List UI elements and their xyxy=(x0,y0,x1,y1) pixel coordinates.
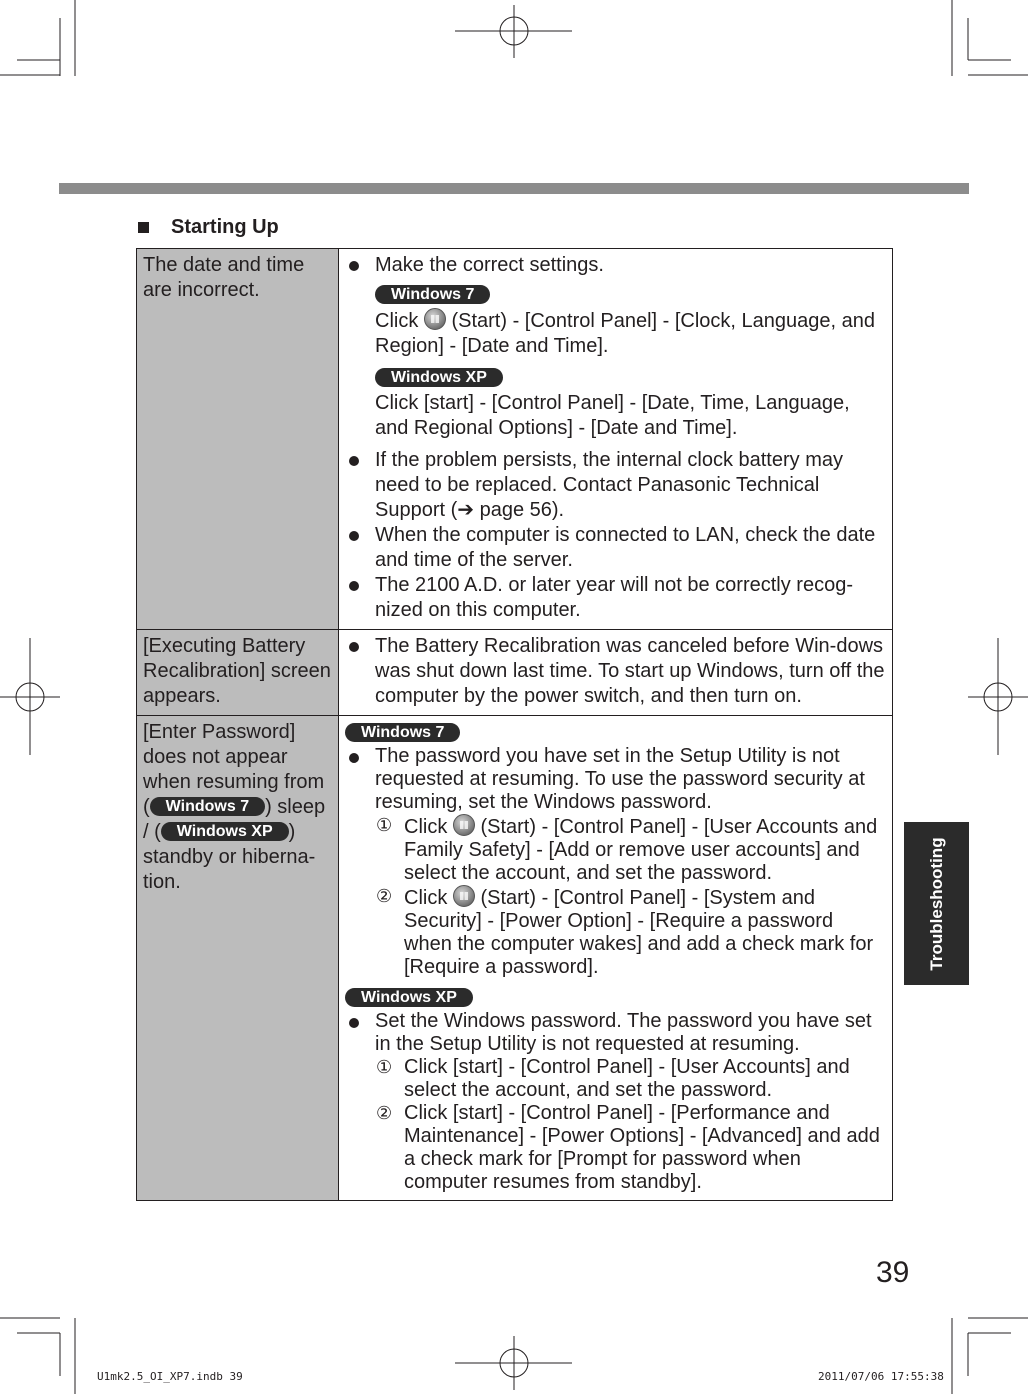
numbered-step xyxy=(345,885,886,979)
bullet-item: The 2100 A.D. or later year will not be correctly recog-nized on this computer. xyxy=(345,573,886,623)
problem-cell xyxy=(137,716,339,1201)
problem-text: ) sleep / ( xyxy=(143,796,326,843)
start-orb-icon xyxy=(424,308,446,330)
start-orb-icon xyxy=(453,885,475,907)
click-text: Click xyxy=(404,816,448,838)
bullet-item: Make the correct settings. xyxy=(345,253,886,278)
numbered-step xyxy=(345,1056,886,1102)
os-label-row xyxy=(345,987,886,1010)
bullet-item: When the computer is connected to LAN, check the date and time of the server. xyxy=(345,523,886,573)
footer-timestamp: 2011/07/06 17:55:38 xyxy=(818,1370,944,1383)
solution-cell xyxy=(339,630,893,716)
table-row xyxy=(137,249,893,630)
problem-text: The date and time are incorrect. xyxy=(143,254,305,301)
solution-cell xyxy=(339,716,893,1201)
square-bullet-icon xyxy=(138,222,149,233)
bullet-item: If the problem persists, the internal clock battery may need to be replaced. Contact Panasonic Technical Support (➔ page 56). xyxy=(345,448,886,523)
section-title: Starting Up xyxy=(171,216,279,238)
os-label-row xyxy=(345,283,886,308)
os-label-row xyxy=(345,366,886,391)
problem-text: ) standby or hiberna-tion. xyxy=(143,821,316,893)
side-tab-label: Troubleshooting xyxy=(926,836,946,971)
problem-cell xyxy=(137,249,339,630)
windows-7-badge: Windows 7 xyxy=(345,723,460,742)
side-tab xyxy=(904,822,969,985)
path-text: (Start) - [Control Panel] - [Clock, Language, and Region] - [Date and Time]. xyxy=(375,310,876,357)
header-rule xyxy=(59,183,969,194)
bullet-item: The password you have set in the Setup Utility is not requested at resuming. To use the password security at resuming, set the Windows password. xyxy=(345,745,886,814)
instruction-text: Click [start] - [Control Panel] - [Date, Time, Language, and Regional Options] - [Date and Time]. xyxy=(375,392,850,439)
footer-filename: U1mk2.5_OI_XP7.indb 39 xyxy=(97,1370,243,1383)
solution-cell xyxy=(339,249,893,630)
problem-cell xyxy=(137,630,339,716)
windows-7-badge: Windows 7 xyxy=(150,797,265,816)
step-text: (Start) - [Control Panel] - [System and Security] - [Power Option] - [Require a password when the computer wakes] and add a check mark for [Require a password]. xyxy=(404,887,874,978)
table-row xyxy=(137,716,893,1201)
step-number: ① xyxy=(376,1057,393,1077)
step-text: Click [start] - [Control Panel] - [Performance and Maintenance] - [Power Options] - [Advanced] and add a check mark for [Prompt for password when computer resumes from standby]. xyxy=(404,1102,880,1193)
numbered-step xyxy=(345,1102,886,1194)
problem-text: [Executing Battery Recalibration] screen appears. xyxy=(143,635,331,707)
bullet-item: The Battery Recalibration was canceled before Win-dows was shut down last time. To start up Windows, turn off the computer by the power switch, and then turn on. xyxy=(345,634,886,709)
troubleshooting-table xyxy=(136,248,893,1201)
start-orb-icon xyxy=(453,814,475,836)
step-number: ① xyxy=(376,815,393,835)
click-text: Click xyxy=(404,887,448,909)
step-number: ② xyxy=(376,886,393,906)
section-heading xyxy=(138,216,279,239)
step-text: (Start) - [Control Panel] - [User Accounts and Family Safety] - [Add or remove user accounts] and select the account, and set the password. xyxy=(404,816,878,884)
click-text: Click xyxy=(375,310,419,332)
bullet-item: Set the Windows password. The password you have set in the Setup Utility is not requested at resuming. xyxy=(345,1010,886,1056)
numbered-step xyxy=(345,814,886,885)
problem-text: [Enter Password] does not appear when resuming from ( xyxy=(143,721,325,818)
table-row xyxy=(137,630,893,716)
step-number: ② xyxy=(376,1103,393,1123)
step-text: Click [start] - [Control Panel] - [User Accounts] and select the account, and set the password. xyxy=(404,1056,850,1101)
page-number: 39 xyxy=(876,1256,910,1289)
windows-xp-badge: Windows XP xyxy=(161,822,289,841)
instruction-text xyxy=(345,308,886,359)
windows-xp-badge: Windows XP xyxy=(375,368,503,387)
windows-xp-badge: Windows XP xyxy=(345,988,473,1007)
os-label-row xyxy=(345,722,886,745)
windows-7-badge: Windows 7 xyxy=(375,285,490,304)
